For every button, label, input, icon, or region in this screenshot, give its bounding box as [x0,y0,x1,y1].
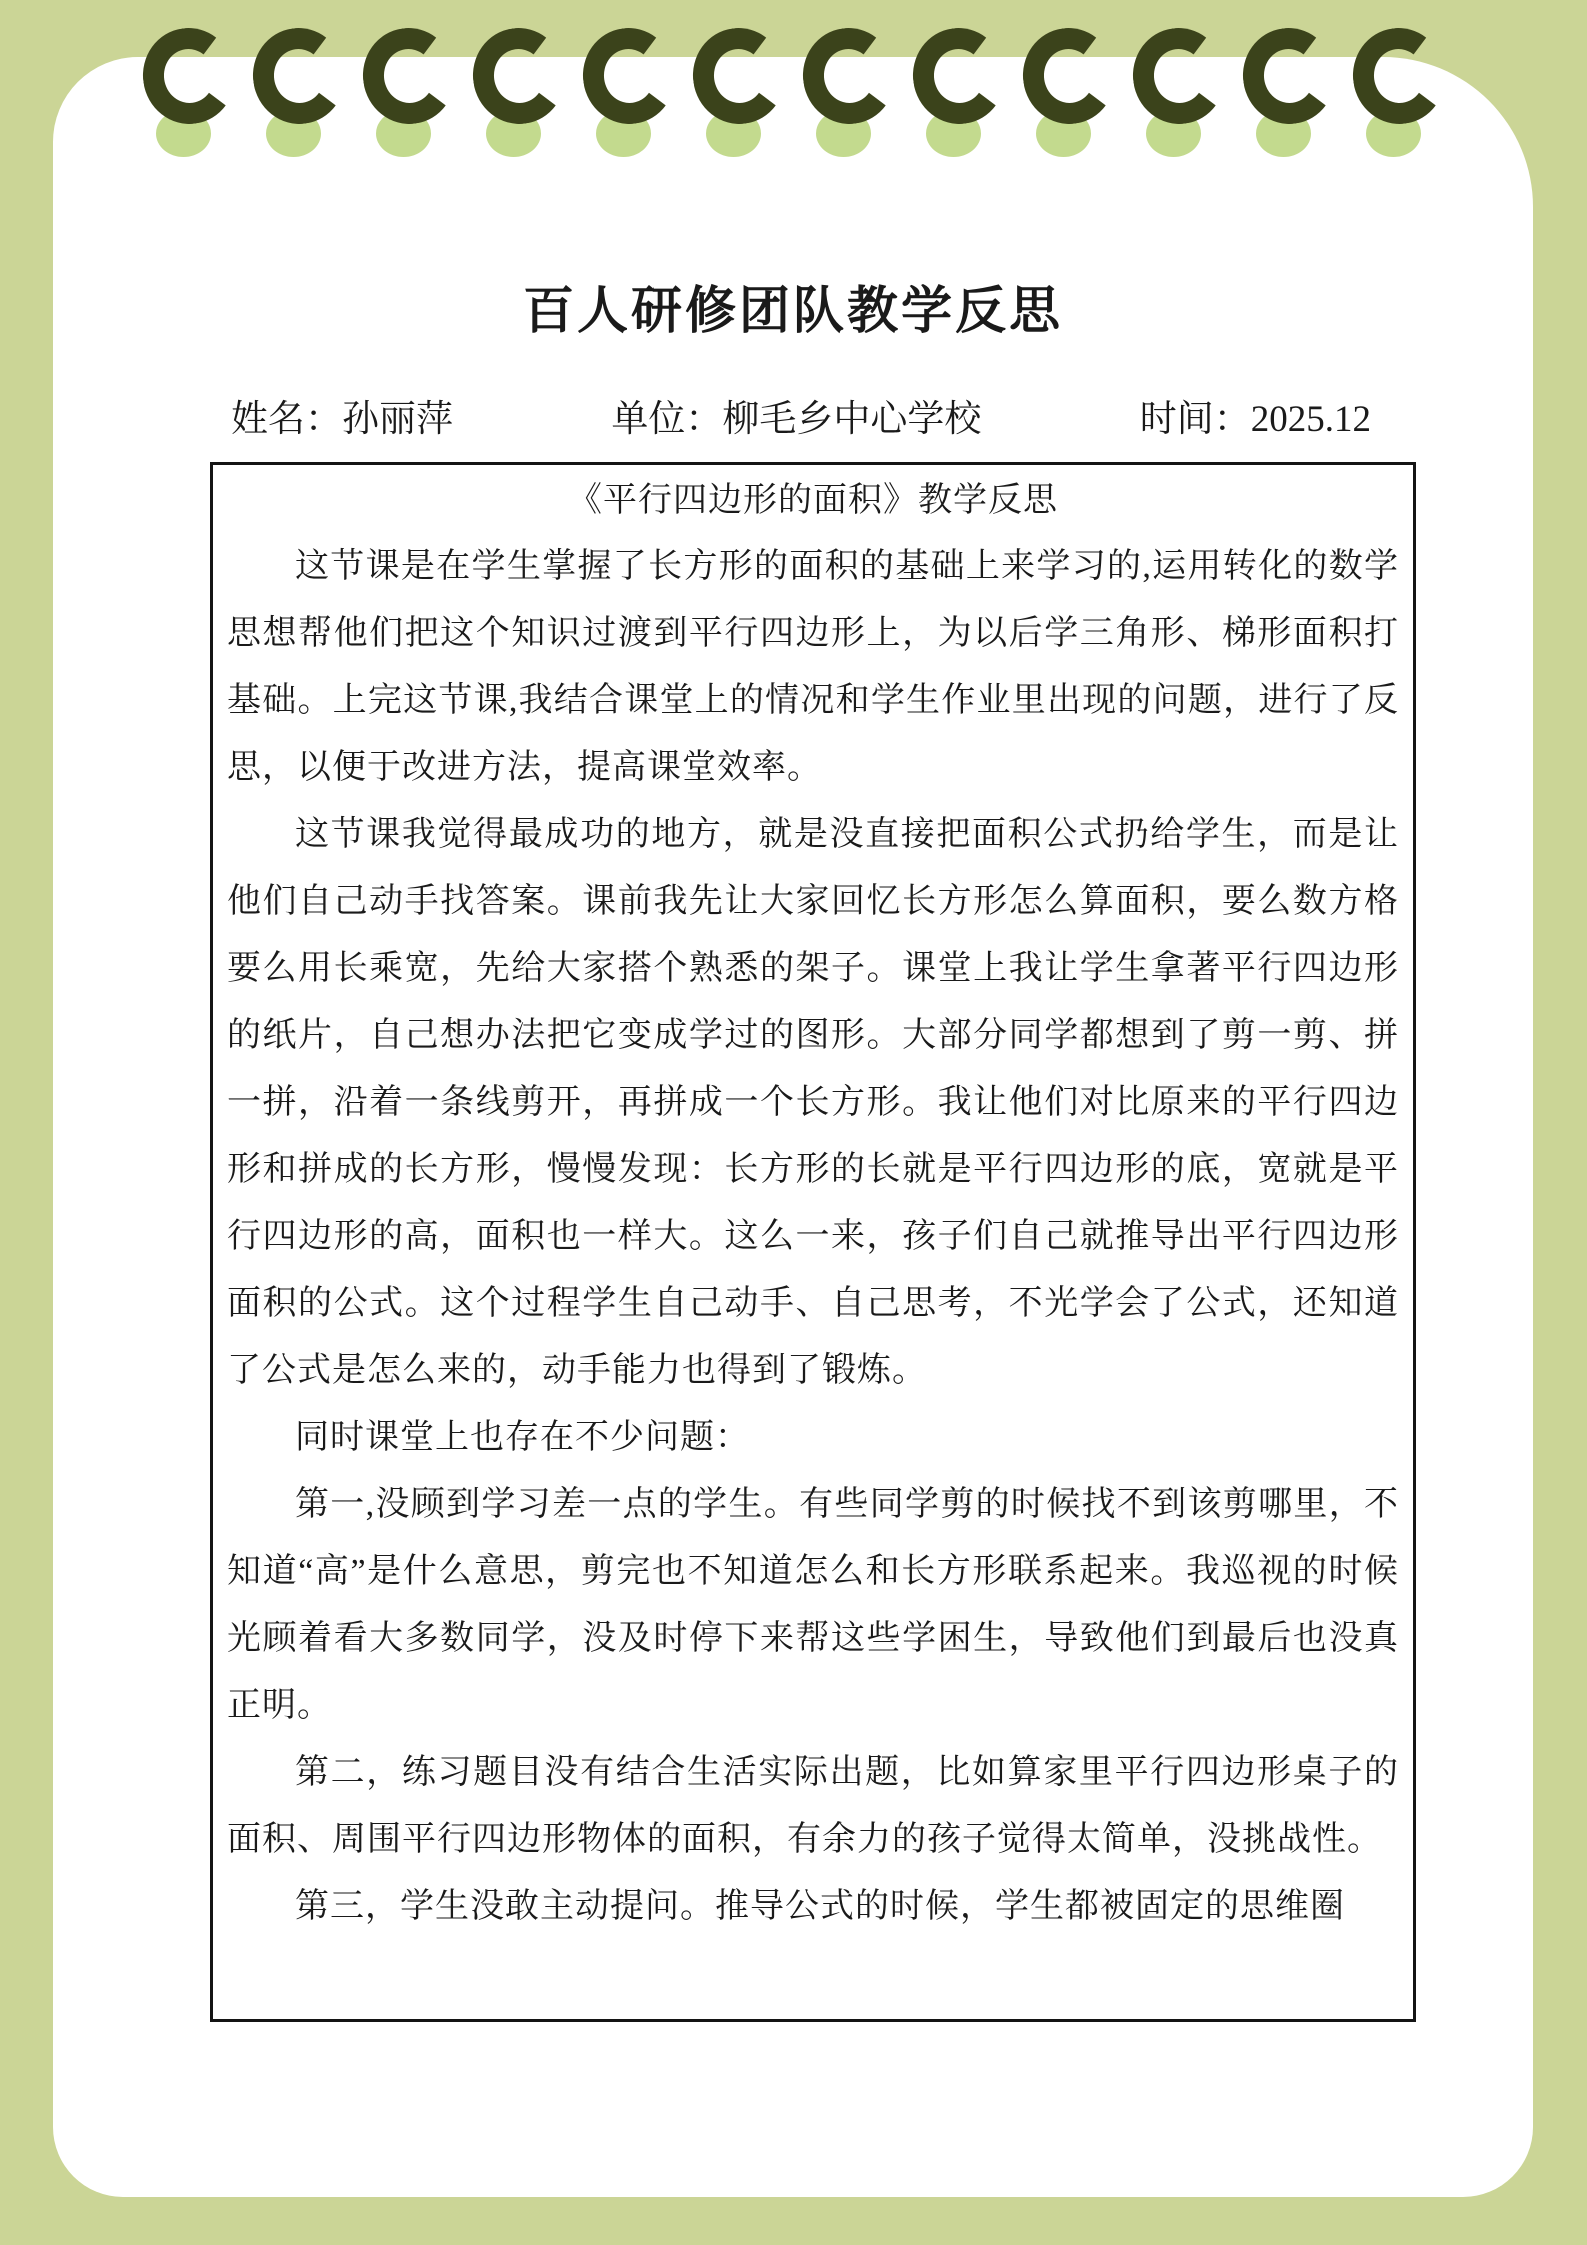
spiral-ring-arc-icon [1017,22,1121,130]
reflection-paragraph: 这节课我觉得最成功的地方，就是没直接把面积公式扔给学生，而是让他们自己动手找答案。课前我先让大家回忆长方形怎么算面积，要么数方格要么用长乘宽，先给大家搭个熟悉的架子。课堂上我让学生拿著平行四边形的纸片，自己想办法把它变成学过的图形。大部分同学都想到了剪一剪、拼一拼，沿着一条线剪开，再拼成一个长方形。我让他们对比原来的平行四边形和拼成的长方形，慢慢发现：长方形的长就是平行四边形的底，宽就是平行四边形的高，面积也一样大。这么一来，孩子们自己就推导出平行四边形面积的公式。这个过程学生自己动手、自己思考，不光学会了公式，还知道了公式是怎么来的，动手能力也得到了锻炼。 [227,816,1399,1389]
spiral-ring-arc-icon [687,22,791,130]
spiral-ring-icon [363,57,455,227]
info-unit: 单位：柳毛乡中心学校 [611,399,982,440]
info-name: 姓名：孙丽萍 [231,399,453,440]
spiral-ring-arc-icon [577,22,681,130]
spiral-ring-arc-icon [907,22,1011,130]
reflection-paragraph: 第二，练习题目没有结合生活实际出题，比如算家里平行四边形桌子的面积、周围平行四边形物体的面积，有余力的孩子觉得太简单，没挑战性。 [227,1754,1399,1858]
spiral-ring-icon [143,57,235,227]
info-row [231,398,1371,442]
spiral-ring-arc-icon [1237,22,1341,130]
reflection-heading: 《平行四边形的面积》教学反思 [568,482,1058,519]
spiral-ring-icon [693,57,785,227]
spiral-ring-arc-icon [247,22,351,130]
spiral-ring-icon [1133,57,1225,227]
spiral-ring-icon [803,57,895,227]
reflection-paragraph: 同时课堂上也存在不少问题： [295,1419,750,1456]
info-time: 时间：2025.12 [1139,399,1371,440]
spiral-ring-icon [913,57,1005,227]
reflection-paragraph: 这节课是在学生掌握了长方形的面积的基础上来学习的,运用转化的数学思想帮他们把这个知识过渡到平行四边形上，为以后学三角形、梯形面积打基础。上完这节课,我结合课堂上的情况和学生作业里出现的问题，进行了反思，以便于改进方法，提高课堂效率。 [227,548,1399,786]
notebook-page [53,57,1533,2197]
reflection-box [210,462,1416,2022]
spiral-ring-icon [253,57,345,227]
spiral-ring-icon [1353,57,1445,227]
spiral-ring-arc-icon [467,22,571,130]
spiral-ring-arc-icon [357,22,461,130]
spiral-ring-icon [473,57,565,227]
spiral-ring-arc-icon [1127,22,1231,130]
spiral-ring-arc-icon [137,22,241,130]
reflection-paragraph: 第三，学生没敢主动提问。推导公式的时候，学生都被固定的思维圈 [295,1888,1345,1925]
spiral-ring-arc-icon [1347,22,1451,130]
spiral-ring-icon [1023,57,1115,227]
spiral-ring-arc-icon [797,22,901,130]
spiral-ring-icon [583,57,675,227]
reflection-paragraph: 第一,没顾到学习差一点的学生。有些同学剪的时候找不到该剪哪里，不知道“高”是什么意思，剪完也不知道怎么和长方形联系起来。我巡视的时候光顾着看大多数同学，没及时停下来帮这些学困生，导致他们到最后也没真正明。 [227,1486,1399,1724]
page-title: 百人研修团队教学反思 [522,284,1063,340]
spiral-ring-icon [1243,57,1335,227]
